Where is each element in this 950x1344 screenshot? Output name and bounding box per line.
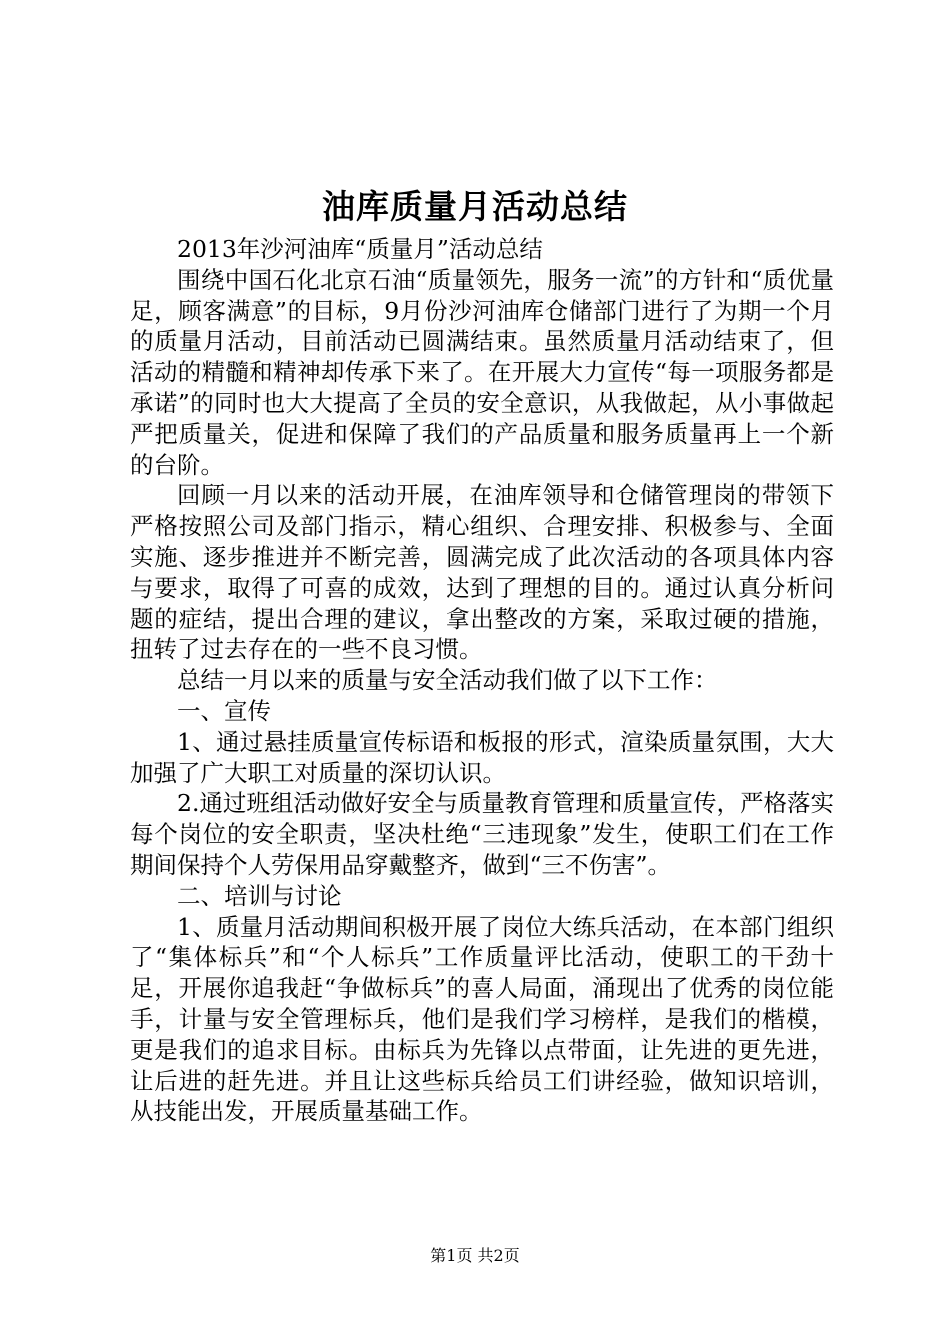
section-heading-training: 二、培训与讨论 xyxy=(177,881,342,910)
paragraph-publicity-1: 1、通过悬挂质量宣传标语和板报的形式，渲染质量氛围，大大加强了广大职工对质量的深切认识。 xyxy=(130,727,834,787)
paragraph-summary-lead: 总结一月以来的质量与安全活动我们做了以下工作： xyxy=(177,666,718,695)
paragraph-intro: 围绕中国石化北京石油“质量领先，服务一流”的方针和“质优量足，顾客满意”的目标，9月份沙河油库仓储部门进行了为期一个月的质量月活动，目前活动已圆满结束。虽然质量月活动结束了，但活动的精髓和精神却传承下来了。在开展大力宣传“每一项服务都是承诺”的同时也大大提高了全员的安全意识，从我做起，从小事做起严把质量关，促进和保障了我们的产品质量和服务质量再上一个新的台阶。 xyxy=(130,265,834,479)
page-number-footer: 第1页 共2页 xyxy=(430,1246,520,1265)
section-heading-publicity: 一、宣传 xyxy=(177,696,271,725)
paragraph-subtitle: 2013年沙河油库“质量月”活动总结 xyxy=(177,235,543,263)
paragraph-publicity-2: 2.通过班组活动做好安全与质量教育管理和质量宣传，严格落实每个岗位的安全职责，坚决杜绝“三违现象”发生，使职工们在工作期间保持个人劳保用品穿戴整齐，做到“三不伤害”。 xyxy=(130,789,834,879)
document-title: 油库质量月活动总结 xyxy=(322,187,628,226)
paragraph-review: 回顾一月以来的活动开展，在油库领导和仓储管理岗的带领下严格按照公司及部门指示，精心组织、合理安排、积极参与、全面实施、逐步推进并不断完善，圆满完成了此次活动的各项具体内容与要求，取得了可喜的成效，达到了理想的目的。通过认真分析问题的症结，提出合理的建议，拿出整改的方案，采取过硬的措施，扭转了过去存在的一些不良习惯。 xyxy=(130,481,834,664)
document-body xyxy=(130,234,834,1127)
paragraph-training-1: 1、质量月活动期间积极开展了岗位大练兵活动，在本部门组织了“集体标兵”和“个人标兵”工作质量评比活动，使职工的干劲十足，开展你追我赶“争做标兵”的喜人局面，涌现出了优秀的岗位能手，计量与安全管理标兵，他们是我们学习榜样，是我们的楷模，更是我们的追求目标。由标兵为先锋以点带面，让先进的更先进，让后进的赶先进。并且让这些标兵给员工们讲经验，做知识培训，从技能出发，开展质量基础工作。 xyxy=(130,912,834,1126)
